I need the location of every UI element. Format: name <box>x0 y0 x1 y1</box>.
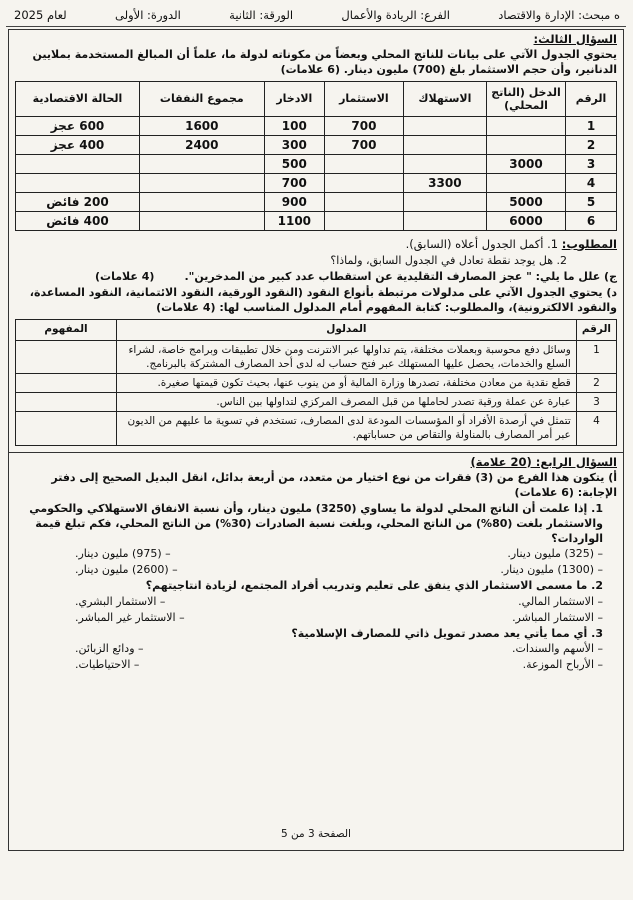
header-paper: الورقة: الثانية <box>229 8 294 22</box>
q4-item-1: 1. إذا علمت أن الناتج المحلي لدولة ما يساوي (3250) مليون دينار، وأن نسبة الانفاق الاستهلاكي والحكومي والاستثمار بلغت (80%) من الناتج المحلي، وبلغت نسبة الصادرات (30%) من الناتج المحلي، فكم تبلغ قيمة الواردات؟ <box>29 501 603 545</box>
income-cell: 4 <box>566 173 617 192</box>
col2-meaning: المدلول <box>117 319 577 340</box>
income-table-row <box>16 116 617 135</box>
col-investment: الاستثمار <box>325 81 404 116</box>
income-cell <box>16 154 140 173</box>
page-header <box>6 4 626 27</box>
income-cell: 500 <box>264 154 324 173</box>
item3-options-row2 <box>15 658 617 673</box>
income-cell <box>403 154 486 173</box>
income-cell <box>403 135 486 154</box>
income-cell: 2400 <box>140 135 265 154</box>
money-row-meaning: قطع نقدية من معادن مختلفة، تصدرها وزارة المالية أو من ينوب عنها، بحيث تكون قيمتها صغيرة. <box>117 373 577 392</box>
required-label: المطلوب: <box>561 236 617 251</box>
income-cell: 200 فائض <box>16 192 140 211</box>
q3-title: السؤال الثالث: <box>533 31 617 46</box>
money-row-number: 3 <box>576 393 616 412</box>
income-table-row <box>16 135 617 154</box>
income-table <box>15 81 617 231</box>
income-table-row <box>16 173 617 192</box>
income-cell: 700 <box>325 116 404 135</box>
item1-options-row2 <box>15 563 617 578</box>
item3-option-a: – الأسهم والسندات. <box>512 642 603 656</box>
income-cell <box>403 211 486 230</box>
income-cell: 2 <box>566 135 617 154</box>
q4-title: السؤال الرابع: (20 علامة) <box>470 454 617 469</box>
income-cell: 6 <box>566 211 617 230</box>
col2-number: الرقم <box>576 319 616 340</box>
header-branch: الفرع: الريادة والأعمال <box>341 8 450 22</box>
money-row-meaning: تتمثل في أرصدة الأفراد أو المؤسسات المودعة لدى المصارف، تستخدم في تسوية ما عليهم من الديون عبر أمر المصارف بالمناولة والتقاص من حساباتهم. <box>117 412 577 445</box>
income-cell: 5 <box>566 192 617 211</box>
questions-frame <box>8 29 624 851</box>
item2-options-row1 <box>15 595 617 610</box>
required-1: 1. أكمل الجدول أعلاه (السابق). <box>405 236 559 251</box>
income-cell <box>325 192 404 211</box>
part-d-text: د) يحتوي الجدول الآتي على مدلولات مرتبطة بأنواع النقود (النقود الورقية، النقود الائتمانية، النقود المساعدة، والنقود الالكترونية)، والمطلوب: كتابة المفهوم أمام المدلول المناسب لها: <box>29 285 617 314</box>
required-2: 2. هل يوجد نقطة تعادل في الجدول السابق، ولماذا؟ <box>330 254 567 268</box>
item3-option-c: – الأرباح الموزعة. <box>522 658 603 672</box>
item2-option-d: – الاستثمار غير المباشر. <box>75 610 185 624</box>
money-table-header <box>16 319 617 340</box>
money-row-number: 2 <box>576 373 616 392</box>
income-cell <box>403 192 486 211</box>
income-cell: 3 <box>566 154 617 173</box>
item2-options-row2 <box>15 611 617 626</box>
item3-options-row1 <box>15 642 617 657</box>
col-number: الرقم <box>566 81 617 116</box>
income-cell: 1100 <box>264 211 324 230</box>
income-cell: 300 <box>264 135 324 154</box>
col-consumption: الاستهلاك <box>403 81 486 116</box>
income-table-row <box>16 211 617 230</box>
item1-option-b: – (975) مليون دينار. <box>75 547 171 561</box>
income-cell: 400 فائض <box>16 211 140 230</box>
header-year: لعام 2025 <box>14 8 67 22</box>
money-row-concept-blank[interactable] <box>16 393 117 412</box>
money-row-concept-blank[interactable] <box>16 373 117 392</box>
income-cell: 600 عجز <box>16 116 140 135</box>
page-footer: الصفحة 3 من 5 <box>281 828 351 841</box>
income-cell <box>140 211 265 230</box>
income-cell: 700 <box>325 135 404 154</box>
q4-part-a: أ) يتكون هذا الفرع من (3) فقرات من نوع اختيار من متعدد، من أربعة بدائل، انقل البديل الصحيح إلى دفتر الإجابة: (6 علامات) <box>51 471 617 499</box>
money-table-body <box>16 340 617 445</box>
income-cell: 100 <box>264 116 324 135</box>
item2-option-a: – الاستثمار المالي. <box>518 594 603 608</box>
money-row-meaning: وسائل دفع محوسبة وبعملات مختلفة، يتم تداولها عبر الانترنت ومن خلال تطبيقات وبرامج خاصة، لشراء السلع والخدمات، يحصل عليها المستهلك عبر فتح حساب له لدى أحد المصارف المشتركة بالبرنامج. <box>117 340 577 373</box>
money-types-table <box>15 319 617 446</box>
item3-option-d: – الاحتياطيات. <box>75 658 140 672</box>
item1-option-c: – (1300) مليون دينار. <box>500 563 603 577</box>
income-cell <box>140 154 265 173</box>
income-table-row <box>16 192 617 211</box>
col-saving: الادخار <box>264 81 324 116</box>
header-session: الدورة: الأولى <box>115 8 181 22</box>
part-c <box>15 270 617 285</box>
divider <box>9 452 623 453</box>
col-economic-state: الحالة الاقتصادية <box>16 81 140 116</box>
income-cell: 3000 <box>487 154 566 173</box>
part-d <box>15 286 617 316</box>
col2-concept: المفهوم <box>16 319 117 340</box>
col-total-spending: مجموع النفقات <box>140 81 265 116</box>
money-table-row <box>16 393 617 412</box>
income-cell <box>16 173 140 192</box>
q3-intro: يحتوي الجدول الآتي على بيانات للناتج المحلي وبعضاً من مكوناته لدولة ما، علماً أن المبالغ المستخدمة بملايين الدنانير، وأن حجم الاستثمار بلغ (700) مليون دينار. (6 علامات) <box>32 48 617 76</box>
income-cell: 5000 <box>487 192 566 211</box>
income-cell <box>487 135 566 154</box>
income-cell <box>487 116 566 135</box>
income-cell <box>140 192 265 211</box>
income-cell <box>325 154 404 173</box>
income-cell <box>140 173 265 192</box>
money-row-concept-blank[interactable] <box>16 340 117 373</box>
item2-option-c: – الاستثمار المباشر. <box>512 610 603 624</box>
income-cell <box>325 173 404 192</box>
money-row-number: 1 <box>576 340 616 373</box>
q4-item-3: 3. أي مما يأتي يعد مصدر تمويل ذاتي للمصارف الإسلامية؟ <box>291 626 603 640</box>
income-cell: 400 عجز <box>16 135 140 154</box>
income-cell: 6000 <box>487 211 566 230</box>
q4-item-2: 2. ما مسمى الاستثمار الذي ينفق على تعليم وتدريب أفراد المجتمع، لزيادة انتاجيتهم؟ <box>145 579 603 593</box>
money-table-row <box>16 340 617 373</box>
item2-option-b: – الاستثمار البشري. <box>75 594 166 608</box>
income-table-row <box>16 154 617 173</box>
money-row-meaning: عبارة عن عملة ورقية تصدر لحاملها من قبل المصرف المركزي لتداولها بين الناس. <box>117 393 577 412</box>
part-d-marks: (4 علامات) <box>156 300 216 314</box>
income-cell: 1 <box>566 116 617 135</box>
item3-option-b: – ودائع الزبائن. <box>75 642 144 656</box>
income-cell <box>403 116 486 135</box>
income-table-body <box>16 116 617 230</box>
money-row-number: 4 <box>576 412 616 445</box>
part-c-marks: (4 علامات) <box>95 270 155 284</box>
income-cell: 3300 <box>403 173 486 192</box>
col-income: الدخل (الناتج المحلي) <box>487 81 566 116</box>
money-row-concept-blank[interactable] <box>16 412 117 445</box>
part-c-text: ج) علل ما يلي: " عجز المصارف التقليدية عن استقطاب عدد كبير من المدخرين". <box>184 270 617 284</box>
item1-options-row1 <box>15 547 617 562</box>
income-cell: 900 <box>264 192 324 211</box>
income-cell: 700 <box>264 173 324 192</box>
income-cell: 1600 <box>140 116 265 135</box>
item1-option-a: – (325) مليون دينار. <box>507 547 603 561</box>
page-content <box>6 4 626 851</box>
income-cell <box>487 173 566 192</box>
item1-option-d: – (2600) مليون دينار. <box>75 563 178 577</box>
income-cell <box>325 211 404 230</box>
money-table-row <box>16 373 617 392</box>
q3-required <box>15 237 617 253</box>
income-table-header <box>16 81 617 116</box>
money-table-row <box>16 412 617 445</box>
header-subject: ه مبحث: الإدارة والاقتصاد <box>498 8 620 22</box>
